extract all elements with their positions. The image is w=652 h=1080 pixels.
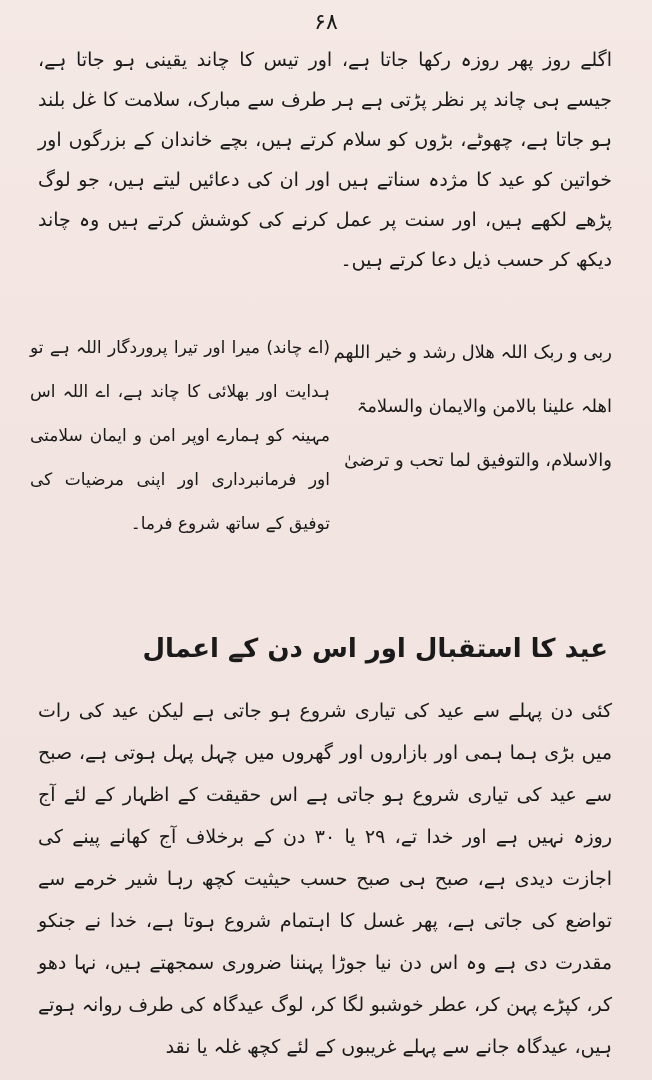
page-number: ۶۸ [314, 10, 338, 35]
dua-block [30, 326, 612, 586]
dua-arabic-text: ربی و ربک اللہ ھلال رشد و خیر اللھم اھلہ علینا بالامن والایمان والسلامۃ والاسلام، والتوفیق لما تحب و ترضیٰ [333, 342, 612, 471]
section-heading: عید کا استقبال اور اس دن کے اعمال [142, 634, 608, 664]
dua-urdu-translation: (اے چاند) میرا اور تیرا پروردگار اللہ ہے تو ہدایت اور بھلائی کا چاند ہے، اے اللہ اس مہینہ کو ہمارے اوپر امن و ایمان سلامتی اور فرمانبرداری اور اپنی مرضیات کی توفیق کے ساتھ شروع فرما۔ [30, 338, 330, 534]
paragraph-moon-sighting: اگلے روز پھر روزہ رکھا جاتا ہے، اور تیس کا چاند یقینی ہو جاتا ہے، جیسے ہی چاند پر نظر پڑتی ہے ہر طرف سے مبارک، سلامت کا غل بلند ہو جاتا ہے، چھوٹے، بڑوں کو سلام کرتے ہیں، بچے خاندان کے بزرگوں اور خواتین کو عید کا مژدہ سناتے ہیں اور ان کی دعائیں لیتے ہیں، جو لوگ پڑھے لکھے ہیں، اور سنت پر عمل کرنے کی کوشش کرتے ہیں وہ چاند دیکھ کر حسب ذیل دعا کرتے ہیں۔ [38, 49, 612, 271]
paragraph-eid-preparation: کئی دن پہلے سے عید کی تیاری شروع ہو جاتی ہے لیکن عید کی رات میں بڑی ہما ہمی اور بازاروں اور گھروں میں چہل پہل ہوتی ہے، صبح سے عید کی تیاری شروع ہو جاتی ہے اس حقیقت کے اظہار کے لئے آج روزہ نہیں ہے اور خدا تے، ۲۹ یا ۳۰ دن کے برخلاف آج کھانے پینے کی اجازت دیدی ہے، صبح ہی صبح حسب حیثیت کچھ رہا شیر خرمے سے تواضع کی جاتی ہے، پھر غسل کا اہتمام شروع ہوتا ہے، خدا نے جنکو مقدرت دی ہے وہ اس دن نیا جوڑا پہننا ضروری سمجھتے ہیں، نہا دھو کر، کپڑے پہن کر، عطر خوشبو لگا کر، لوگ عیدگاہ کی طرف روانہ ہوتے ہیں، عیدگاہ جانے سے پہلے غریبوں کے لئے کچھ غلہ یا نقد [38, 700, 612, 1058]
